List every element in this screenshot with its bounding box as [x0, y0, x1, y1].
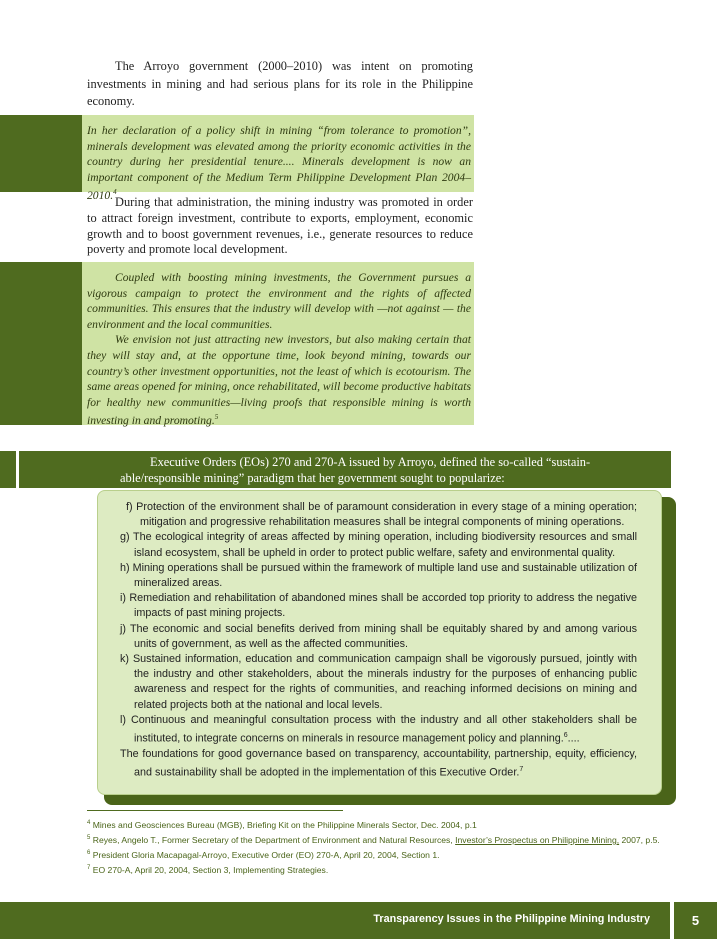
- footnote-7: $^7$ EO 270-A, April 20, 2004, Section 3, Implementing Strategies.: [87, 864, 329, 875]
- administration-paragraph: During that administration, the mining industry was promoted in order to attract foreign investment, contribute to exports, employment, economic growth and to boost government revenues, i.e., generate resources to reduce poverty and promote local development.: [87, 195, 473, 257]
- list-item: h) Mining operations shall be pursued within the framework of multiple land use and sustainable utilization of mineralized areas.: [120, 561, 637, 590]
- quote-paragraph: Coupled with boosting mining investments, the Government pursues a vigorous campaign to protect the environment and the rights of affected communities. This ensures that the industry will develop with —not against — the environment and the local communities.: [87, 271, 471, 331]
- quote-box-campaign: [82, 262, 474, 428]
- quote-text: In her declaration of a policy shift in mining “from tolerance to promotion”, minerals development was elevated among the priority economic activities in the country during her presidential tenure.... Minerals development is now an important component of the Medium Term Philippine Development Plan 2004–2010.$^4$: [87, 124, 471, 203]
- list-item: l) Continuous and meaningful consultation process with the industry and all other stakeholders shall be instituted, to integrate concerns on minerals in resource management policy and planning.$^6$....: [120, 713, 637, 745]
- list-item: f) Protection of the environment shall be of paramount consideration in every stage of a mining operation; mitigation and progressive rehabilitation measures shall be integral components of mining operations.: [126, 501, 637, 529]
- list-item: i) Remediation and rehabilitation of abandoned mines shall be accorded top priority to address the negative impacts of past mining projects.: [120, 592, 637, 620]
- quote-accent-bar: [0, 115, 82, 192]
- footnote-rule: [87, 810, 343, 811]
- page-number: 5: [674, 902, 717, 939]
- quote-box-policy-shift: [82, 115, 474, 203]
- footnotes: [87, 817, 663, 876]
- provisions-list: [120, 500, 637, 781]
- executive-orders-heading: Executive Orders (EOs) 270 and 270-A issued by Arroyo, defined the so-called “sustain- able/responsible mining” paradigm that her government sought to popularize:: [120, 455, 591, 485]
- list-item: k) Sustained information, education and communication campaign shall be vigorously pursued, jointly with the industry and other stakeholders, about the minerals industry for the purposes of enhancing public awareness and respect for the rights of communities, and reaching informed decisions on mining and related projects both at the national and local levels.: [120, 653, 637, 711]
- list-item: The foundations for good governance based on transparency, accountability, partnership, equity, efficiency, and sustainability shall be adopted in the implementation of this Executive Order.$^7$: [120, 747, 637, 779]
- intro-paragraph: The Arroyo government (2000–2010) was intent on promoting investments in mining and had serious plans for its role in the Philippine economy.: [87, 59, 473, 108]
- footnote-6: $^6$ President Gloria Macapagal-Arroyo, Executive Order (EO) 270-A, April 20, 2004, Section 1.: [87, 849, 440, 860]
- list-item: g) The ecological integrity of areas affected by mining operation, including biodiversity resources and small island ecosystem, shall be upheld in order to protect public welfare, safety and environmental quality.: [120, 531, 637, 559]
- footnote-4: $^4$ Mines and Geosciences Bureau (MGB), Briefing Kit on the Philippine Minerals Sector, Dec. 2004, p.1: [87, 819, 477, 830]
- footnote-5: $^5$ Reyes, Angelo T., Former Secretary of the Department of Environment and Natural Resources, Investor’s Prospectus on Philippine Mining, 2007, p.5.: [87, 834, 660, 845]
- list-item: j) The economic and social benefits derived from mining shall be equitably shared by and among various units of government, as well as the affected communities.: [120, 622, 637, 650]
- quote-accent-bar: [0, 262, 82, 425]
- quote-paragraph: We envision not just attracting new investors, but also making certain that they will stay and, at the opportune time, look beyond mining, towards our country’s other investment opportunities, not the least of which is ecotourism. The same areas opened for mining, once rehabilitated, will become productive habitats for healthy new communities—living proofs that responsible mining is worth investing in and promoting.$^5$: [87, 333, 471, 428]
- prospectus-link[interactable]: Investor’s Prospectus on Philippine Mining,: [455, 834, 620, 845]
- section-accent-bar: [0, 451, 16, 488]
- footer-title: Transparency Issues in the Philippine Mining Industry: [373, 913, 650, 925]
- footer-bar: [0, 902, 670, 939]
